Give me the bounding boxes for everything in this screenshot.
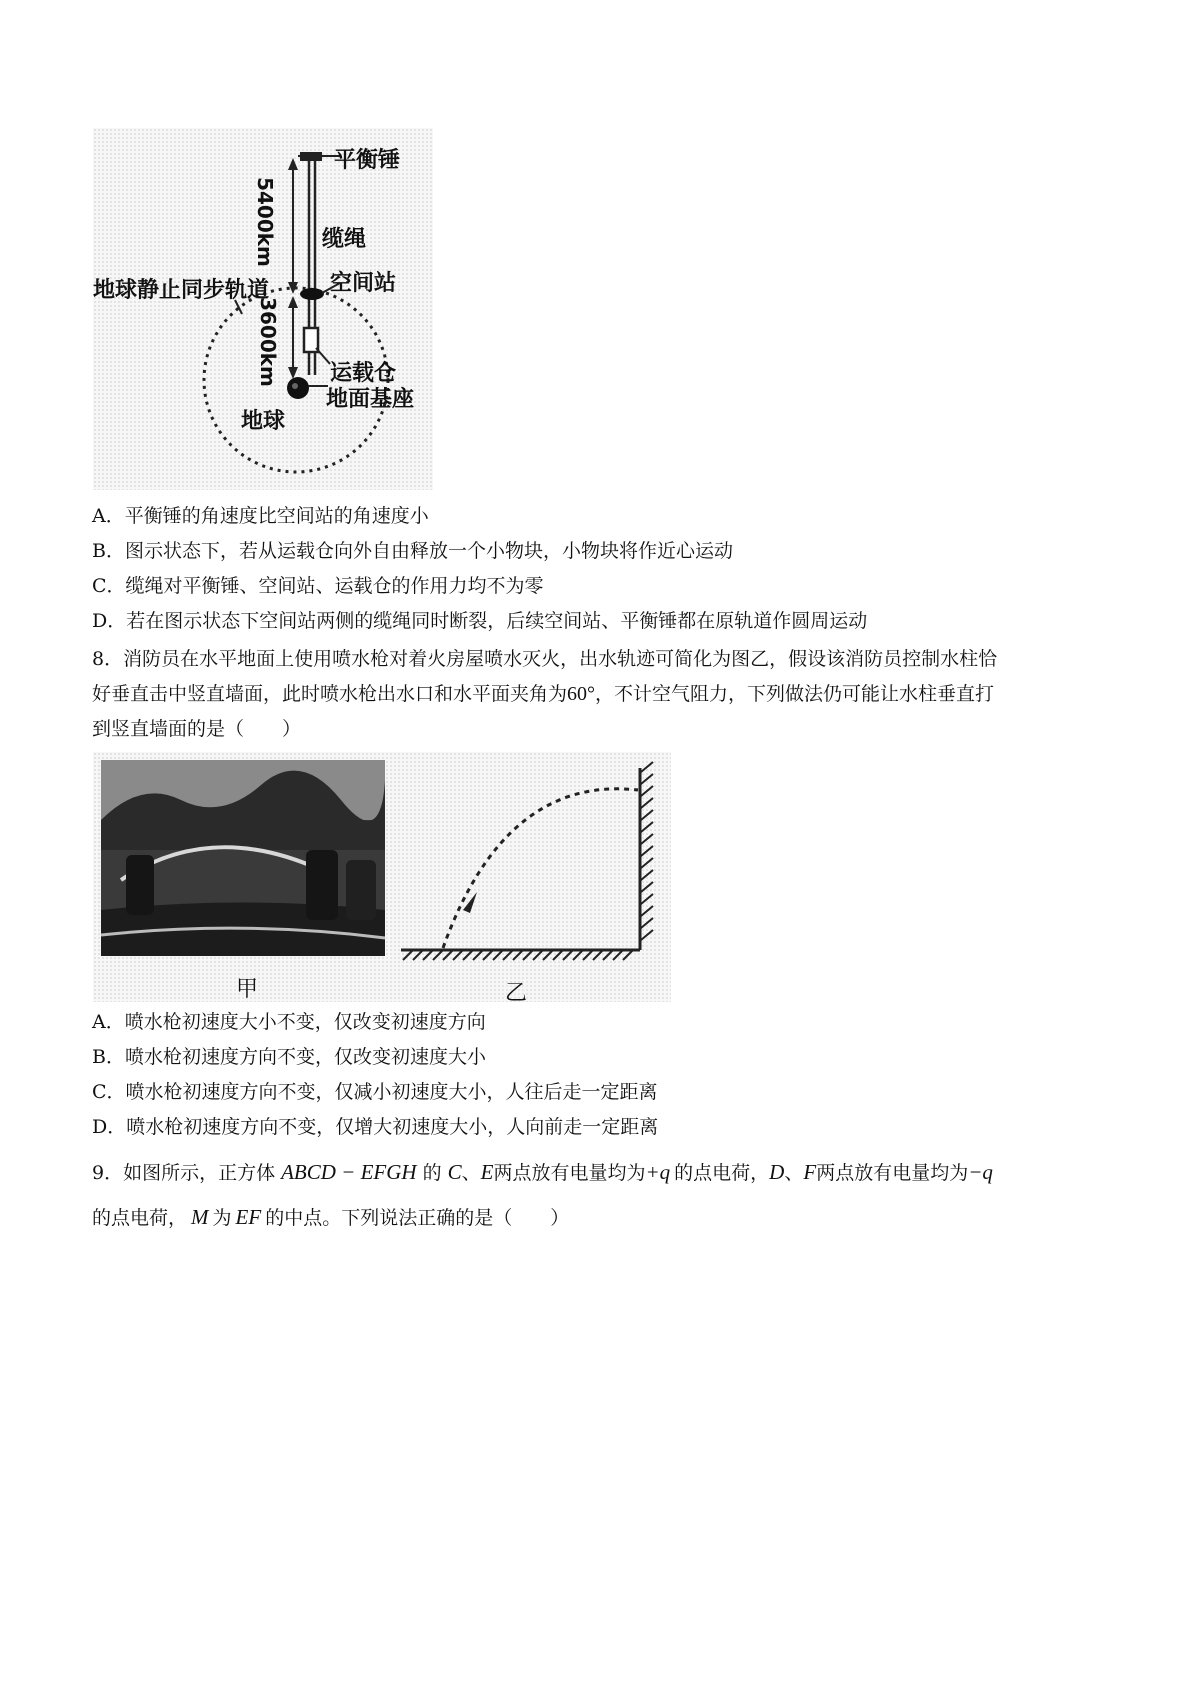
label-earth: 地球 [241,409,286,434]
q9-stem-line2 [92,1204,569,1231]
label-yi: 乙 [505,981,528,1006]
stem-text: 、 [461,1162,481,1184]
option-text: 平衡锤的角速度比空间站的角速度小 [124,505,429,527]
option-letter: D． [92,1116,127,1138]
stem-text: 好垂直击中竖直墙面，此时喷水枪出水口和水平面夹角为 [92,683,568,705]
option-letter: C． [92,575,126,597]
stem-text: 的 [422,1162,442,1184]
angle-value: 60° [567,683,596,705]
q8-stem-line1: 8．消防员在水平地面上使用喷水枪对着火房屋喷水灭火，出水轨迹可简化为图乙，假设该消防员控制水柱恰 [92,648,998,670]
label-upper-distance: 5400km [252,177,277,267]
option-text: 喷水枪初速度大小不变，仅改变初速度方向 [124,1011,486,1033]
q8-option-b [92,1044,486,1070]
label-space-station: 空间站 [330,271,397,296]
label-cable: 缆绳 [322,227,367,252]
option-letter: A． [92,505,125,527]
label-counterweight: 平衡锤 [334,148,401,173]
label-jia: 甲 [236,977,259,1002]
point-m: M [191,1205,209,1229]
label-ground-base: 地面基座 [326,387,415,412]
cube-label: ABCD − EFGH [281,1160,417,1184]
label-geo-orbit: 地球静止同步轨道 [93,278,270,303]
option-text: 若在图示状态下空间站两侧的缆绳同时断裂，后续空间站、平衡锤都在原轨道作圆周运动 [126,610,868,632]
q8-option-c [92,1079,658,1105]
stem-text: 为 [212,1207,232,1229]
q7-option-a [92,503,429,529]
trajectory-diagram [395,760,675,965]
stem-text: 9．如图所示，正方体 [92,1162,276,1184]
earth-shape [287,377,309,399]
q9-stem-line1 [92,1159,993,1186]
stem-text: 两点放有电量均为 [816,1162,969,1184]
stem-text: 的中点。下列说法正确的是（ ） [265,1207,570,1229]
q8-stem-line3: 到竖直墙面的是（ ） [92,718,302,740]
option-text: 喷水枪初速度方向不变，仅减小初速度大小，人往后走一定距离 [125,1081,658,1103]
firefighter-photo [101,760,385,956]
option-letter: B． [92,1046,125,1068]
point-c: C [447,1160,462,1184]
stem-text: 两点放有电量均为 [493,1162,646,1184]
point-e: E [480,1160,494,1184]
direction-arrow [463,892,477,913]
option-text: 图示状态下，若从运载仓向外自由释放一个小物块，小物块将作近心运动 [124,540,733,562]
option-letter: D． [92,610,127,632]
option-letter: A． [92,1011,125,1033]
q7-option-b [92,538,733,564]
stem-text: ，不计空气阻力，下列做法仍可能让水柱垂直打 [595,683,995,705]
label-cargo-pod: 运载仓 [330,361,397,386]
q7-option-c [92,573,544,599]
stem-text: 的点电荷， [92,1207,188,1229]
q8-option-d [92,1114,658,1140]
charge-plus-q: +q [645,1160,671,1184]
space-elevator-diagram [0,0,1200,520]
q7-option-d [92,608,867,634]
option-letter: B． [92,540,125,562]
option-text: 喷水枪初速度方向不变，仅改变初速度大小 [124,1046,486,1068]
q8-stem-line2 [92,681,994,707]
point-f: F [803,1160,817,1184]
stem-text: 的点电荷， [674,1162,770,1184]
segment-ef: EF [235,1205,262,1229]
space-station-shape [300,288,324,300]
option-letter: C． [92,1081,126,1103]
charge-minus-q: −q [968,1160,993,1184]
point-d: D [769,1160,785,1184]
water-trajectory [443,789,638,948]
option-text: 喷水枪初速度方向不变，仅增大初速度大小，人向前走一定距离 [126,1116,659,1138]
label-lower-distance: 3600km [255,297,280,387]
q8-option-a [92,1009,486,1035]
stem-text: 、 [784,1162,804,1184]
option-text: 缆绳对平衡锤、空间站、运载仓的作用力均不为零 [125,575,544,597]
